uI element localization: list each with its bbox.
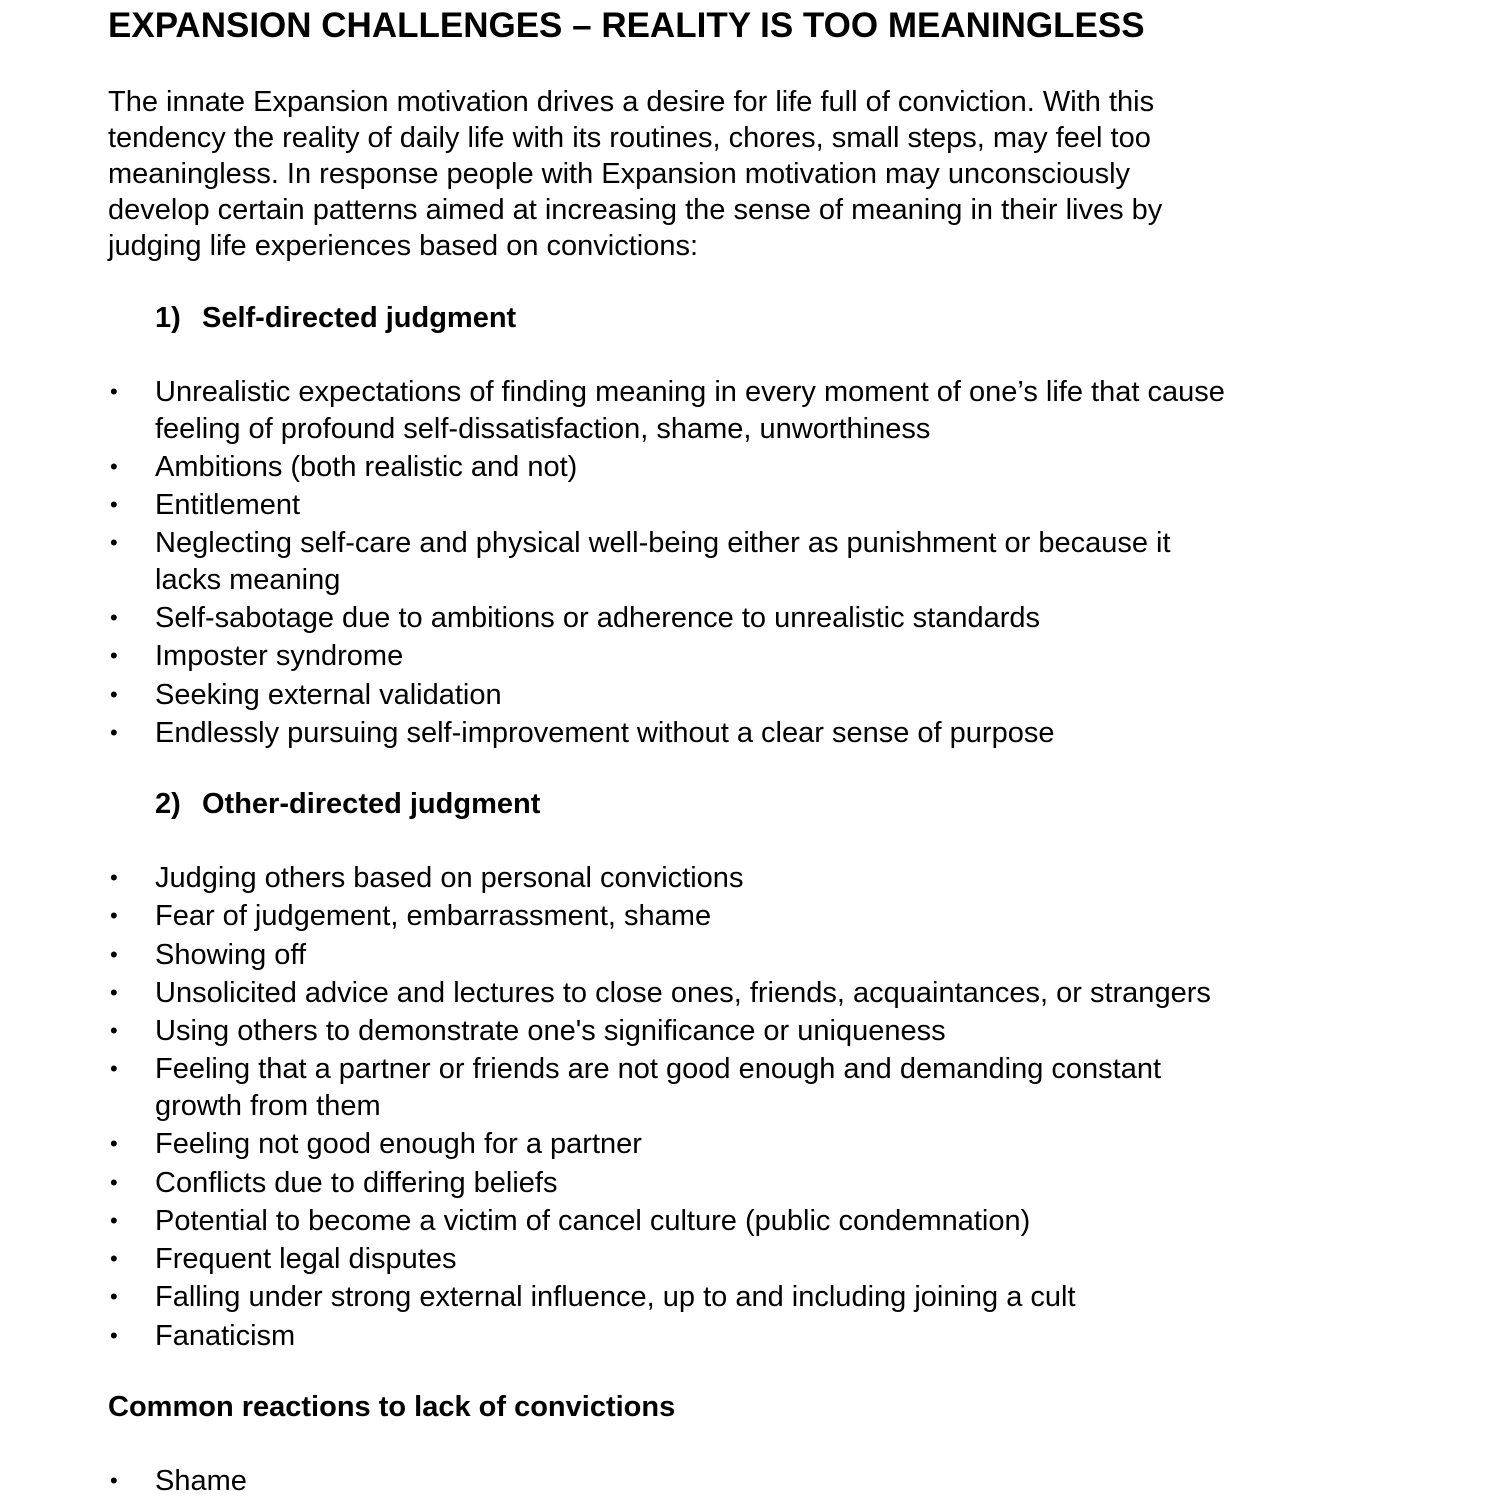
- list-item: [108, 600, 1408, 637]
- list-item: [108, 860, 1408, 897]
- bullet-icon: •: [110, 453, 118, 479]
- list-item-text: Judging others based on personal convictions: [155, 862, 744, 894]
- intro-paragraph: [108, 84, 1308, 264]
- section-number: 2): [155, 788, 181, 820]
- self-directed-list: [108, 374, 1408, 753]
- list-item: [108, 1051, 1408, 1124]
- bullet-icon: •: [110, 530, 118, 556]
- list-item-text: Unrealistic expectations of finding meaning in every moment of one’s life that cause: [155, 376, 1225, 408]
- list-item-text: Shame: [155, 1465, 247, 1497]
- intro-line: develop certain patterns aimed at increasing the sense of meaning in their lives by: [108, 194, 1163, 226]
- bullet-icon: •: [110, 941, 118, 967]
- list-item-text: Using others to demonstrate one's significance or uniqueness: [155, 1015, 946, 1048]
- list-item: [108, 1279, 1408, 1316]
- list-item-text: Fanaticism: [155, 1319, 296, 1352]
- list-item: [108, 937, 1408, 974]
- list-item-text: Neglecting self-care and physical well-being either as punishment or because it: [155, 527, 1171, 560]
- list-item-text: Endlessly pursuing self-improvement without a clear sense of purpose: [155, 717, 1055, 750]
- bullet-icon: •: [110, 1056, 118, 1082]
- bullet-icon: •: [110, 903, 118, 929]
- list-item-text: Unsolicited advice and lectures to close ones, friends, acquaintances, or strangers: [155, 976, 1211, 1009]
- list-item: [108, 1241, 1408, 1278]
- intro-line: The innate Expansion motivation drives a desire for life full of conviction. With this: [108, 86, 1155, 118]
- list-item-text: growth from them: [155, 1089, 381, 1122]
- list-item-text: Frequent legal disputes: [155, 1243, 457, 1276]
- list-item-text: Ambitions (both realistic and not): [155, 450, 578, 483]
- list-item: [108, 449, 1408, 486]
- document-title: EXPANSION CHALLENGES – REALITY IS TOO MEANINGLESS: [108, 6, 1145, 45]
- section-title: Other-directed judgment: [202, 788, 541, 820]
- list-item: [108, 1318, 1408, 1355]
- list-item-text: Falling under strong external influence, up to and including joining a cult: [155, 1281, 1076, 1314]
- list-item-text: feeling of profound self-dissatisfaction, shame, unworthiness: [155, 412, 931, 445]
- bullet-icon: •: [110, 605, 118, 631]
- section-heading-self-directed: [155, 300, 516, 336]
- bullet-icon: •: [110, 1284, 118, 1310]
- other-directed-list: [108, 860, 1408, 1356]
- list-item: [108, 487, 1408, 524]
- list-item: [108, 1126, 1408, 1163]
- list-item-text: Conflicts due to differing beliefs: [155, 1166, 558, 1199]
- bullet-icon: •: [110, 979, 118, 1005]
- list-item: [108, 1013, 1408, 1050]
- list-item: [108, 898, 1408, 935]
- list-item: [108, 975, 1408, 1012]
- bullet-icon: •: [110, 379, 118, 404]
- list-item-text: Feeling not good enough for a partner: [155, 1128, 642, 1161]
- list-item-text: Feeling that a partner or friends are not good enough and demanding constant: [155, 1053, 1162, 1086]
- bullet-icon: •: [110, 1018, 118, 1044]
- bullet-icon: •: [110, 681, 118, 707]
- bullet-icon: •: [110, 1131, 118, 1157]
- list-item-text: lacks meaning: [155, 563, 341, 596]
- common-reactions-list: [108, 1463, 1408, 1501]
- bullet-icon: •: [110, 492, 118, 518]
- bullet-icon: •: [110, 865, 118, 890]
- bullet-icon: •: [110, 1322, 118, 1348]
- list-item-text: Fear of judgement, embarrassment, shame: [155, 900, 712, 933]
- list-item-text: Entitlement: [155, 489, 301, 522]
- section-heading-other-directed: [155, 786, 540, 822]
- section-heading-common-reactions: Common reactions to lack of convictions: [108, 1391, 676, 1423]
- intro-line: judging life experiences based on convictions:: [108, 230, 699, 262]
- intro-line: tendency the reality of daily life with its routines, chores, small steps, may feel too: [108, 122, 1151, 154]
- list-item: [108, 677, 1408, 714]
- list-item-text: Seeking external validation: [155, 678, 502, 711]
- bullet-icon: •: [110, 1169, 118, 1195]
- list-item: [108, 638, 1408, 675]
- list-item: [108, 374, 1408, 447]
- bullet-icon: •: [110, 1468, 118, 1493]
- bullet-icon: •: [110, 720, 118, 746]
- list-item-text: Self-sabotage due to ambitions or adherence to unrealistic standards: [155, 602, 1041, 635]
- list-item-text: Imposter syndrome: [155, 640, 404, 673]
- list-item: [108, 525, 1408, 598]
- list-item: [108, 715, 1408, 752]
- list-item-text: Showing off: [155, 938, 307, 971]
- intro-line: meaningless. In response people with Expansion motivation may unconsciously: [108, 158, 1131, 190]
- bullet-icon: •: [110, 1246, 118, 1272]
- bullet-icon: •: [110, 643, 118, 669]
- list-item: [108, 1203, 1408, 1240]
- list-item: [108, 1463, 1408, 1500]
- section-number: 1): [155, 302, 181, 334]
- section-title: Self-directed judgment: [202, 302, 517, 334]
- list-item-text: Potential to become a victim of cancel culture (public condemnation): [155, 1204, 1031, 1237]
- bullet-icon: •: [110, 1207, 118, 1233]
- list-item: [108, 1165, 1408, 1202]
